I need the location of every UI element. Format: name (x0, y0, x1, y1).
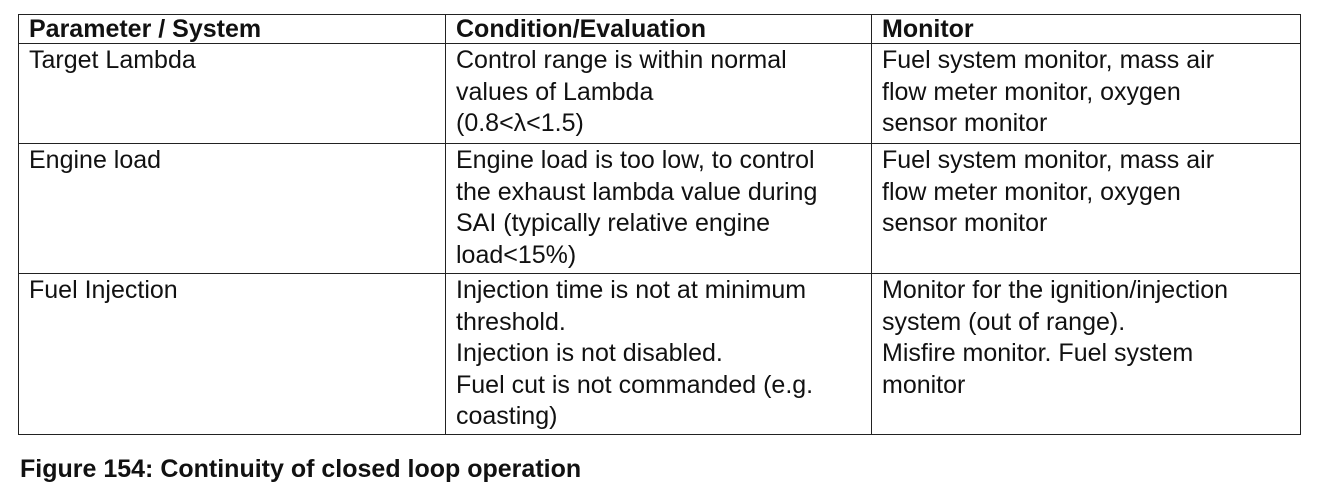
cell-text: values of Lambda (456, 77, 654, 106)
cell-text: load<15%) (456, 240, 577, 269)
cell-text: Fuel system monitor, mass air (882, 46, 1215, 74)
cell-condition (446, 44, 872, 144)
cell-condition (446, 274, 872, 435)
cell-monitor (872, 44, 1301, 144)
cell-text: Injection time is not at minimum (456, 276, 807, 304)
cell-parameter (19, 144, 446, 274)
cell-text: Fuel Injection (29, 276, 178, 304)
cell-text: Misfire monitor. Fuel system (882, 339, 1194, 367)
cell-text: flow meter monitor, oxygen (882, 77, 1181, 106)
cell-text: Engine load is too low, to control (456, 146, 815, 174)
cell-text: Fuel cut is not commanded (e.g. (456, 370, 814, 399)
header-condition-evaluation: Condition/Evaluation (446, 15, 872, 44)
cell-text: Injection is not disabled. (456, 339, 723, 367)
table-header-row (19, 15, 1301, 44)
cell-text: threshold. (456, 307, 566, 336)
cell-text: (0.8<λ<1.5) (456, 109, 584, 137)
cell-text: Engine load (29, 146, 162, 174)
cell-text: sensor monitor (882, 109, 1048, 137)
cell-condition (446, 144, 872, 274)
cell-text: flow meter monitor, oxygen (882, 177, 1181, 206)
cell-monitor (872, 144, 1301, 274)
cell-parameter (19, 44, 446, 144)
cell-text: sensor monitor (882, 209, 1048, 237)
cell-text: Fuel system monitor, mass air (882, 146, 1215, 174)
cell-text: monitor (882, 370, 966, 399)
cell-text: coasting) (456, 402, 558, 430)
cell-text: Monitor for the ignition/injection (882, 276, 1229, 304)
cell-parameter (19, 274, 446, 435)
cell-text: Control range is within normal (456, 46, 787, 74)
cell-text: system (out of range). (882, 307, 1126, 336)
table-row (19, 44, 1301, 144)
closed-loop-table (18, 14, 1301, 435)
cell-text: SAI (typically relative engine (456, 209, 771, 237)
cell-monitor (872, 274, 1301, 435)
figure-caption: Figure 154: Continuity of closed loop operation (20, 455, 582, 483)
table-row (19, 274, 1301, 435)
table-row (19, 144, 1301, 274)
header-parameter-system: Parameter / System (19, 15, 446, 44)
cell-text: the exhaust lambda value during (456, 177, 818, 206)
header-monitor: Monitor (872, 15, 1301, 44)
cell-text: Target Lambda (29, 46, 196, 74)
